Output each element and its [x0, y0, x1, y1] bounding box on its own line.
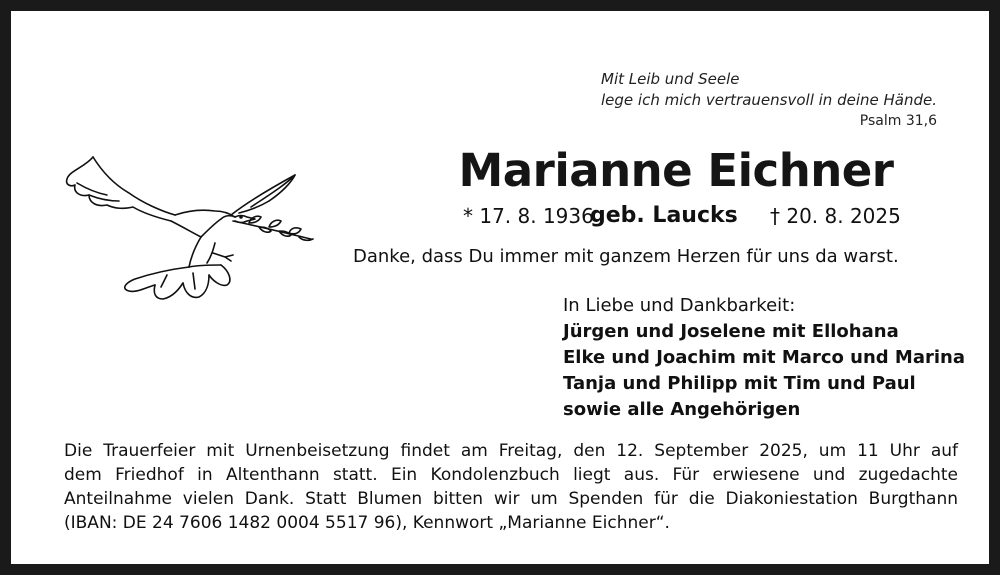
- notice-line: dem Friedhof in Altenthann statt. Ein Kondolenzbuch liegt aus. Für erwiesene und zugedachte: [64, 465, 958, 485]
- family-member: sowie alle Angehörigen: [563, 399, 801, 420]
- maiden-name: geb. Laucks: [590, 203, 738, 228]
- psalm-quote: [601, 69, 937, 132]
- notice-line: Anteilnahme vielen Dank. Statt Blumen bitten wir um Spenden für die Diakoniestation Burgthann: [64, 489, 958, 509]
- birth-date: * 17. 8. 1936: [463, 204, 594, 228]
- death-date: † 20. 8. 2025: [770, 204, 901, 228]
- quote-line-1: Mit Leib und Seele: [601, 70, 740, 88]
- deceased-name: Marianne Eichner: [458, 144, 894, 197]
- family-member: Tanja und Philipp mit Tim und Paul: [563, 373, 916, 394]
- quote-line-2: lege ich mich vertrauensvoll in deine Hände.: [601, 91, 937, 109]
- family-member: Jürgen und Joselene mit Ellohana: [563, 321, 899, 342]
- funeral-notice: [64, 439, 958, 535]
- family-member: Elke und Joachim mit Marco und Marina: [563, 347, 965, 368]
- thanks-line: Danke, dass Du immer mit ganzem Herzen für uns da warst.: [353, 246, 899, 267]
- family-block: [563, 293, 965, 423]
- notice-line: (IBAN: DE 24 7606 1482 0004 5517 96), Kennwort „Marianne Eichner“.: [64, 513, 670, 533]
- notice-line: Die Trauerfeier mit Urnenbeisetzung findet am Freitag, den 12. September 2025, um 11 Uhr auf: [64, 441, 958, 461]
- dove-with-olive-branch-icon: [63, 149, 319, 311]
- family-intro: In Liebe und Dankbarkeit:: [563, 295, 796, 316]
- life-dates: [463, 201, 901, 231]
- quote-source: Psalm 31,6: [859, 113, 937, 129]
